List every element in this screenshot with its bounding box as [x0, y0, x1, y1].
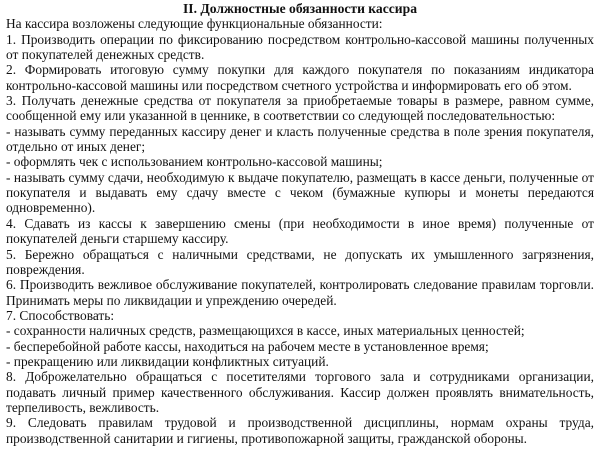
duty-item-1: 1. Производить операции по фиксированию посредством контрольно-кассовой машины полученных от покупателей денежных средств.: [6, 31, 594, 63]
duty-item-3-step-1: - называть сумму переданных кассиру денег и класть полученные средства в поле зрения покупателя, отдельно от иных денег;: [6, 123, 594, 155]
duty-item-3: 3. Получать денежные средства от покупателя за приобретаемые товары в размере, равном сумме, сообщенной ему или указанной в ценнике, в соответствии со следующей последовательностью:: [6, 93, 594, 124]
duty-item-3-step-2: - оформлять чек с использованием контрольно-кассовой машины;: [6, 154, 383, 170]
duty-item-7-point-1: - сохранности наличных средств, размещающихся в кассе, иных материальных ценностей;: [6, 323, 525, 339]
duty-item-2: 2. Формировать итоговую сумму покупки для каждого покупателя по показаниям индикатора контрольно-кассовой машины или посредством счетного устройства и информировать его об этом.: [6, 62, 594, 93]
intro-paragraph: На кассира возложены следующие функциональные обязанности:: [6, 16, 383, 32]
section-title: II. Должностные обязанности кассира: [182, 1, 417, 16]
duty-item-4: 4. Сдавать из кассы к завершению смены (при необходимости в иное время) полученные от покупателей деньги старшему кассиру.: [6, 215, 594, 247]
duty-item-6: 6. Производить вежливое обслуживание покупателей, контролировать следование правилам торговли. Принимать меры по ликвидации и упреждению очередей.: [6, 277, 594, 308]
duty-item-3-step-3: - называть сумму сдачи, необходимую к выдаче покупателю, размещать в кассе деньги, полученные от покупателя и выдавать ему сдачу вместе с чеком (бумажные купюры и монеты передаются одновременно).: [6, 169, 594, 216]
duty-item-7-point-3: - прекращению или ликвидации конфликтных ситуаций.: [6, 353, 329, 369]
duty-item-7: 7. Способствовать:: [6, 307, 115, 323]
duty-item-9: 9. Следовать правилам трудовой и производственной дисциплины, нормам охраны труда, производственной санитарии и гигиены, противопожарной защиты, гражданской обороны.: [6, 415, 594, 446]
duty-item-5: 5. Бережно обращаться с наличными средствами, не допускать их умышленного загрязнения, повреждения.: [6, 246, 594, 277]
duty-item-8: 8. Доброжелательно обращаться с посетителями торгового зала и сотрудниками организации, подавать личный пример качественного обслуживания. Кассир должен проявлять внимательность, терпеливость, вежливость.: [6, 369, 594, 415]
duty-item-7-point-2: - бесперебойной работе кассы, находиться на рабочем месте в установленное время;: [6, 338, 489, 354]
